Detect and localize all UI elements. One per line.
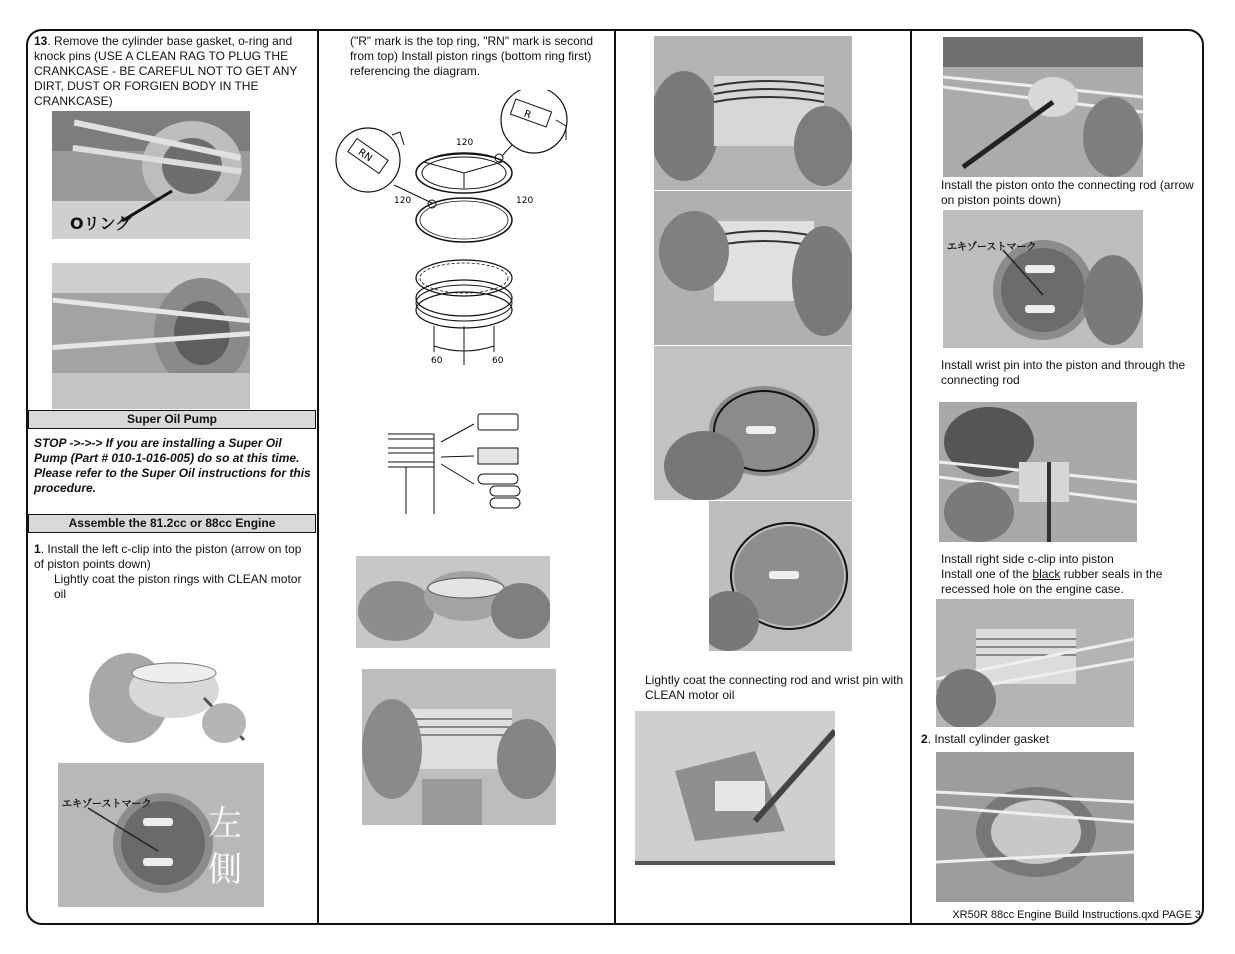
photo-piston-rings-a bbox=[654, 36, 852, 190]
step-text-2: Lightly coat the piston rings with CLEAN motor oil bbox=[54, 572, 302, 601]
photo-crankcase-oring bbox=[52, 111, 250, 239]
photo-kanji: 側 bbox=[208, 850, 242, 890]
photo-piston-top-left bbox=[58, 763, 264, 907]
section-header-assemble: Assemble the 81.2cc or 88cc Engine bbox=[28, 514, 316, 533]
seal-text-post: rubber seals in the recessed hole on the engine case. bbox=[941, 567, 1163, 596]
photo-ring-install-2 bbox=[362, 669, 556, 825]
photo-label: エキゾーストマーク bbox=[947, 242, 1037, 253]
photo-piston-cclip bbox=[84, 628, 246, 744]
stop-note bbox=[34, 436, 312, 496]
column-divider bbox=[317, 29, 319, 925]
callout-rn: RN bbox=[355, 146, 374, 165]
photo-wrist-pin bbox=[939, 402, 1137, 542]
photo-piston-arrow bbox=[943, 210, 1143, 348]
ring-cross-section-diagram bbox=[386, 412, 536, 514]
photo-piston-rings-c bbox=[654, 346, 852, 500]
step-text: . Remove the cylinder base gasket, o-ring and knock pins (USE A CLEAN RAG TO PLUG THE CRANKCASE - BE CAREFUL NOT TO GET ANY DIRT, DUST OR FORGIEN BODY IN THE CRANKCASE) bbox=[34, 34, 298, 108]
seal-text-pre: Install one of the bbox=[941, 567, 1033, 581]
page-footer: XR50R 88cc Engine Build Instructions.qxd PAGE 3 bbox=[952, 909, 1201, 921]
section-header-super-oil: Super Oil Pump bbox=[28, 410, 316, 429]
photo-connecting-rod-oil bbox=[635, 711, 835, 865]
angle-label: 60 bbox=[431, 356, 443, 366]
step-2 bbox=[921, 732, 1191, 747]
photo-kanji: 左 bbox=[208, 804, 242, 844]
ring-install-text: ("R" mark is the top ring, "RN" mark is second from top) Install piston rings (bottom ring first) referencing the diagram. bbox=[350, 34, 594, 78]
photo-crankcase-pins bbox=[52, 263, 250, 409]
connecting-rod-oil-text: Lightly coat the connecting rod and wrist pin with CLEAN motor oil bbox=[645, 673, 904, 702]
angle-label: 60 bbox=[492, 356, 504, 366]
photo-cylinder-gasket bbox=[936, 752, 1134, 902]
step-text: . Install cylinder gasket bbox=[927, 732, 1050, 746]
step-number: 13 bbox=[34, 34, 48, 48]
stop-text: STOP ->->-> If you are installing a Super Oil Pump (Part # 010-1-016-005) do so at this time. Please refer to the Super Oil instructions for this procedure. bbox=[34, 436, 311, 495]
photo-label: Oリング bbox=[70, 214, 132, 233]
angle-label: 120 bbox=[394, 196, 412, 206]
column-divider bbox=[614, 29, 616, 925]
angle-label: 120 bbox=[516, 196, 534, 206]
photo-piston-on-rod bbox=[943, 37, 1143, 177]
photo-ring-install-1 bbox=[356, 556, 550, 648]
install-piston-text: Install the piston onto the connecting rod (arrow on piston points down) bbox=[941, 178, 1194, 207]
angle-label: 120 bbox=[456, 138, 474, 148]
piston-ring-diagram bbox=[334, 90, 584, 370]
callout-r: R bbox=[522, 108, 533, 122]
column-divider bbox=[910, 29, 912, 925]
step-text: . Install the left c-clip into the piston (arrow on top of piston points down) bbox=[34, 542, 302, 571]
photo-piston-rings-b bbox=[654, 191, 852, 345]
step-13 bbox=[34, 34, 310, 109]
photo-piston-rings-d bbox=[709, 501, 852, 651]
step-number: 1 bbox=[34, 542, 41, 556]
step-number: 2 bbox=[921, 732, 928, 746]
photo-cclip-right bbox=[936, 599, 1134, 727]
seal-text-black: black bbox=[1032, 567, 1061, 581]
cclip-text: Install right side c-clip into piston bbox=[941, 552, 1114, 566]
wrist-pin-text: Install wrist pin into the piston and through the connecting rod bbox=[941, 358, 1186, 387]
step-1 bbox=[34, 542, 310, 602]
cclip-seal-text bbox=[941, 552, 1203, 597]
photo-label: エキゾーストマーク bbox=[62, 799, 152, 810]
